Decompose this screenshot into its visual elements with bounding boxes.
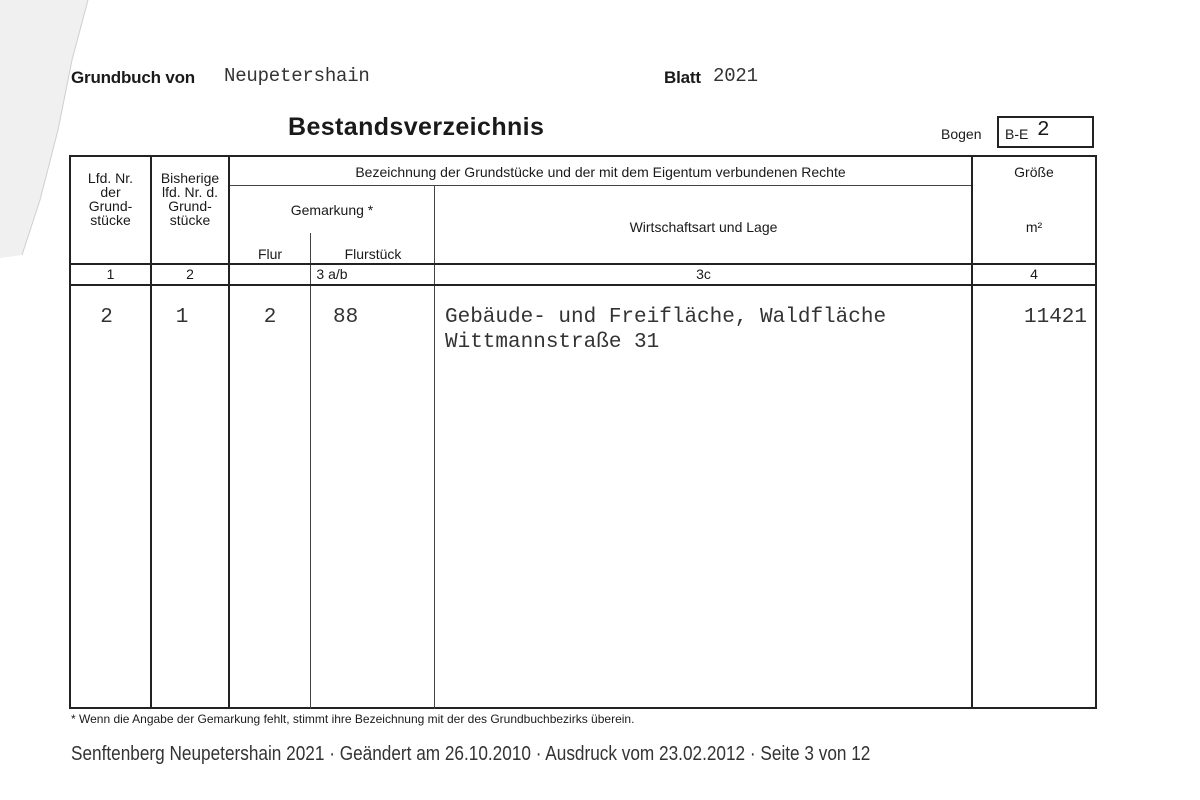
col1-header xyxy=(71,171,150,227)
col-divider xyxy=(971,157,973,709)
col2-header-line: Bisherige xyxy=(160,170,220,186)
col-divider xyxy=(310,233,311,709)
page-title: Bestandsverzeichnis xyxy=(288,113,545,141)
col1-header-line: der xyxy=(100,184,121,200)
bogen-label: Bogen xyxy=(941,126,982,142)
groesse-header: Größe xyxy=(1014,164,1054,180)
col2-header xyxy=(152,171,228,227)
grundbuch-label: Grundbuch von xyxy=(71,68,195,87)
footnote: * Wenn die Angabe der Gemarkung fehlt, stimmt ihre Bezeichnung mit der des Grundbuchbezirks überein. xyxy=(71,712,635,726)
cell-bisherige-nr: 1 xyxy=(175,306,189,329)
col-number: 2 xyxy=(186,266,194,282)
flurstueck-header: Flurstück xyxy=(344,246,402,262)
row-divider xyxy=(230,185,971,186)
col-number: 3 a/b xyxy=(316,266,348,282)
page-footer: Senftenberg Neupetershain 2021 · Geändert am 26.10.2010 · Ausdruck vom 23.02.2012 · Seite 3 von 12 xyxy=(71,743,871,765)
cell-flurstueck: 88 xyxy=(333,306,359,329)
flur-header: Flur xyxy=(257,246,283,262)
bestand-table xyxy=(69,155,1097,709)
blatt-label: Blatt xyxy=(664,68,701,87)
blatt-value: 2021 xyxy=(713,65,758,87)
col-divider xyxy=(228,157,230,709)
col2-header-line: Grund- xyxy=(168,198,212,214)
row-divider xyxy=(71,284,1095,286)
col-number: 1 xyxy=(106,266,115,282)
wirtschaftsart-header: Wirtschaftsart und Lage xyxy=(629,219,778,235)
row-divider xyxy=(71,263,1095,265)
cell-wirtschaftsart-line1: Gebäude- und Freifläche, Waldfläche xyxy=(445,306,887,329)
col2-header-line: lfd. Nr. d. xyxy=(161,184,219,200)
cell-flur: 2 xyxy=(263,306,277,329)
gemarkung-header: Gemarkung * xyxy=(290,202,374,218)
col-divider xyxy=(150,157,152,709)
bogen-box xyxy=(997,116,1094,148)
col-number: 4 xyxy=(1030,266,1038,282)
grundbuch-value: Neupetershain xyxy=(224,65,370,87)
col1-header-line: Grund- xyxy=(88,198,133,214)
col2-header-line: stücke xyxy=(169,212,211,228)
col1-header-line: stücke xyxy=(90,212,131,228)
cell-groesse: 11421 xyxy=(1023,306,1087,329)
bogen-value: 2 xyxy=(1037,119,1050,142)
unit-header: m² xyxy=(1025,219,1043,235)
group-header: Bezeichnung der Grundstücke und der mit dem Eigentum verbundenen Rechte xyxy=(355,164,846,180)
col-number: 3c xyxy=(696,266,711,282)
cell-wirtschaftsart-line2: Wittmannstraße 31 xyxy=(445,331,660,354)
cell-lfd-nr: 2 xyxy=(100,306,113,329)
bogen-prefix: B-E xyxy=(1005,126,1029,142)
col1-header-line: Lfd. Nr. xyxy=(87,170,134,186)
